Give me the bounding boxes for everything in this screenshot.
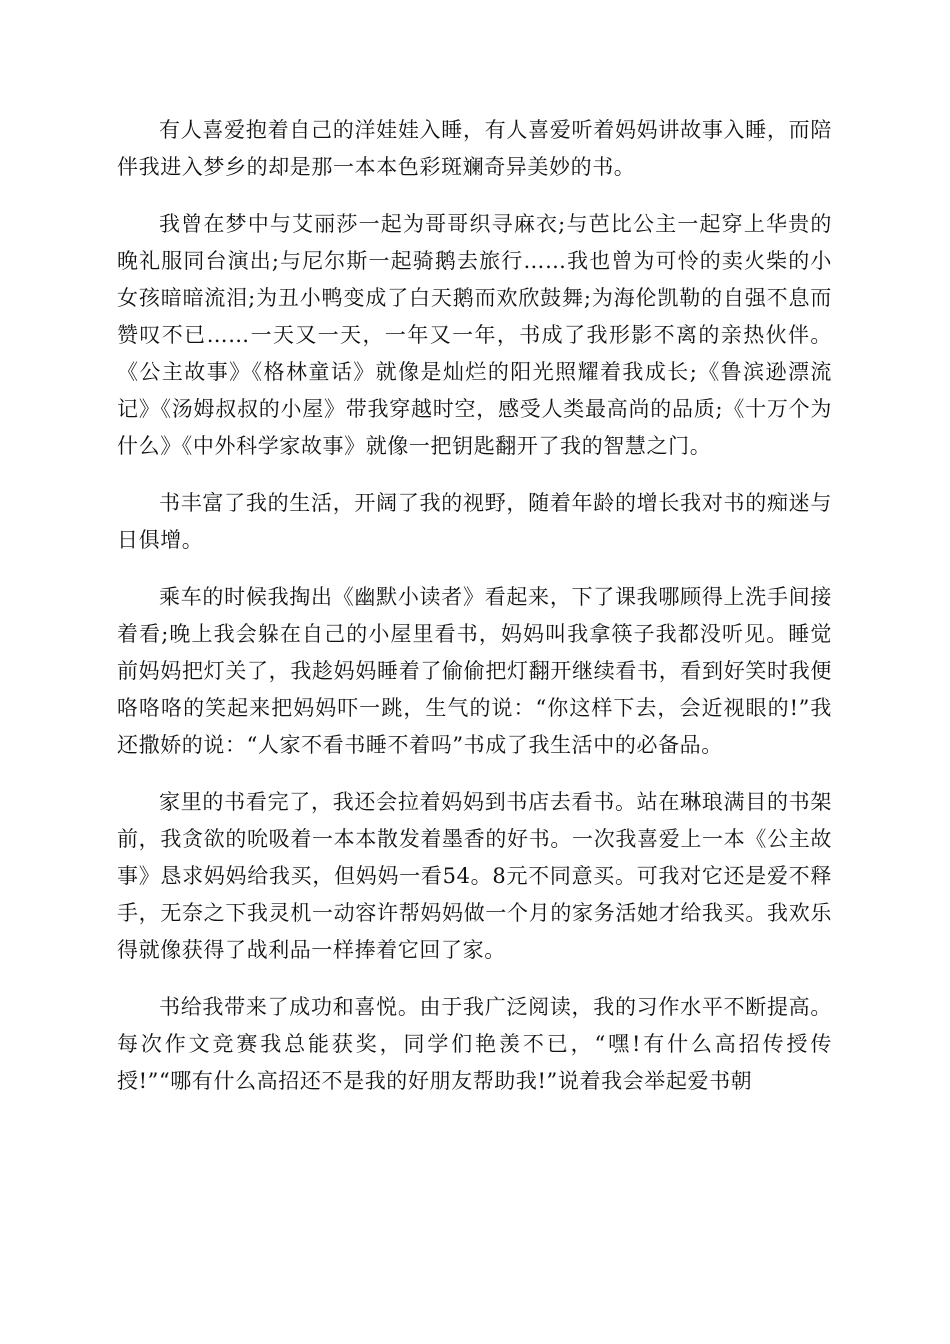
paragraph: 书给我带来了成功和喜悦。由于我广泛阅读，我的习作水平不断提高。每次作文竞赛我总能获奖，同学们艳羡不已，“嘿!有什么高招传授传授!”“哪有什么高招还不是我的好朋友帮助我!”说着我会举起爱书朝 — [117, 995, 832, 1093]
paragraph: 家里的书看完了，我还会拉着妈妈到书店去看书。站在琳琅满目的书架前，我贪欲的吮吸着一本本散发着墨香的好书。一次我喜爱上一本《公主故事》恳求妈妈给我买，但妈妈一看54。8元不同意买。可我对它还是爱不释手，无奈之下我灵机一动容许帮妈妈做一个月的家务活她才给我买。我欢乐得就像获得了战利品一样捧着它回了家。 — [117, 790, 832, 962]
paragraph: 书丰富了我的生活，开阔了我的视野，随着年龄的增长我对书的痴迷与日俱增。 — [117, 491, 832, 552]
paragraph: 我曾在梦中与艾丽莎一起为哥哥织寻麻衣;与芭比公主一起穿上华贵的晚礼服同台演出;与尼尔斯一起骑鹅去旅行……我也曾为可怜的卖火柴的小女孩暗暗流泪;为丑小鸭变成了白天鹅而欢欣鼓舞;为海伦凯勒的自强不息而赞叹不已……一天又一天，一年又一年，书成了我形影不离的亲热伙伴。《公主故事》《格林童话》就像是灿烂的阳光照耀着我成长;《鲁滨逊漂流记》《汤姆叔叔的小屋》带我穿越时空，感受人类最高尚的品质;《十万个为什么》《中外科学家故事》就像一把钥匙翻开了我的智慧之门。 — [117, 212, 832, 458]
paragraph: 有人喜爱抱着自己的洋娃娃入睡，有人喜爱听着妈妈讲故事入睡，而陪伴我进入梦乡的却是那一本本色彩斑斓奇异美妙的书。 — [117, 118, 832, 179]
paragraph: 乘车的时候我掏出《幽默小读者》看起来，下了课我哪顾得上洗手间接着看;晚上我会躲在自己的小屋里看书，妈妈叫我拿筷子我都没听见。睡觉前妈妈把灯关了，我趁妈妈睡着了偷偷把灯翻开继续看书，看到好笑时我便咯咯咯的笑起来把妈妈吓一跳，生气的说：“你这样下去，会近视眼的!”我还撒娇的说：“人家不看书睡不着吗”书成了我生活中的必备品。 — [117, 585, 832, 757]
document-body — [117, 112, 832, 1120]
